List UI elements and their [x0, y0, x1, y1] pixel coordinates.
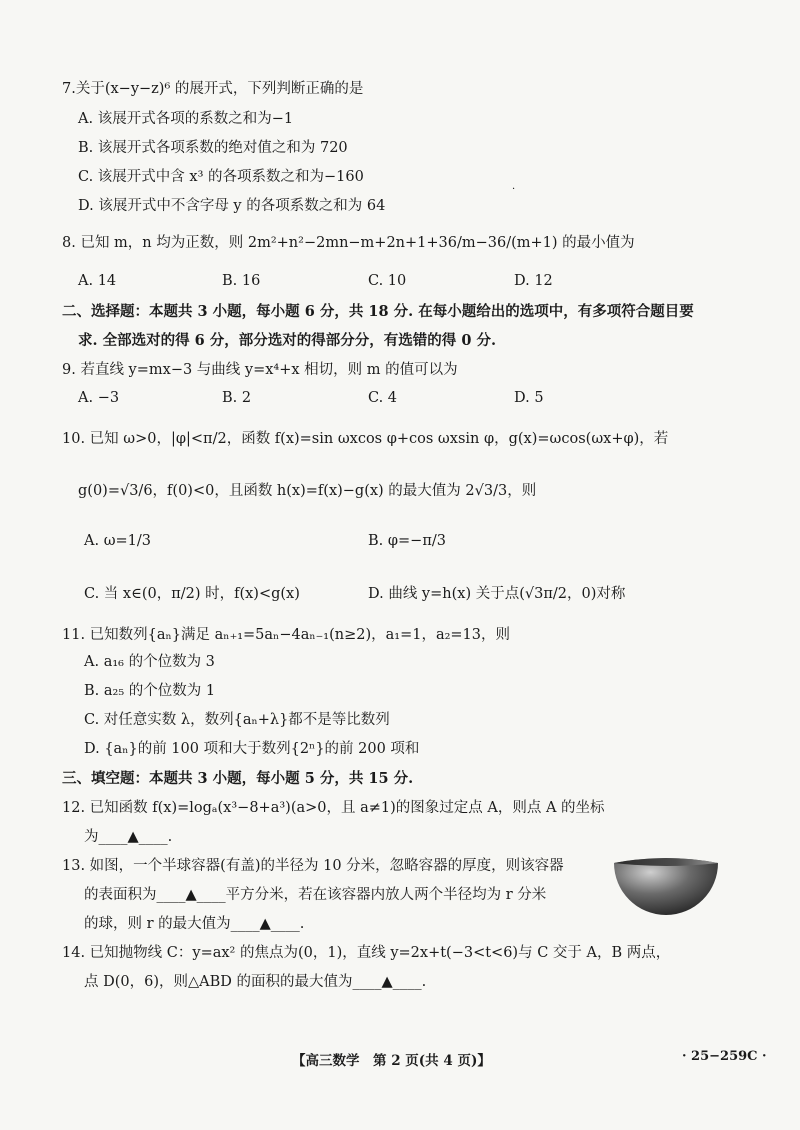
q9-option-d: D. 5 [514, 390, 544, 406]
hemisphere-drawing [612, 853, 720, 917]
q13-line3: 的球，则 r 的最大值为____▲____. [84, 916, 305, 932]
q9-stem: 9. 若直线 y=mx−3 与曲线 y=x⁴+x 相切，则 m 的值可以为 [62, 362, 458, 378]
q7-option-c: C. 该展开式中含 x³ 的各项系数之和为−160 [78, 169, 364, 185]
q11-option-c: C. 对任意实数 λ，数列{aₙ+λ}都不是等比数列 [84, 712, 390, 728]
q7-option-a: A. 该展开式各项的系数之和为−1 [78, 111, 294, 127]
q12-line2: 为____▲____. [84, 829, 173, 845]
q10-option-d: D. 曲线 y=h(x) 关于点(√3π/2，0)对称 [368, 586, 626, 602]
speck: · [512, 184, 516, 195]
q8-option-b: B. 16 [222, 273, 261, 289]
q13-line1: 13. 如图，一个半球容器(有盖)的半径为 10 分米，忽略容器的厚度，则该容器 [62, 858, 564, 874]
q8-option-a: A. 14 [78, 273, 117, 289]
q7-stem: 7.关于(x−y−z)⁶ 的展开式，下列判断正确的是 [62, 81, 364, 97]
page-footer-code: · 25−259C · [682, 1049, 767, 1064]
q9-option-a: A. −3 [78, 390, 120, 406]
section2-heading-line1: 二、选择题：本题共 3 小题，每小题 6 分，共 18 分. 在每小题给出的选项中，有多项符合题目要 [62, 303, 694, 320]
section3-heading: 三、填空题：本题共 3 小题，每小题 5 分，共 15 分. [62, 770, 414, 787]
q12-line1: 12. 已知函数 f(x)=logₐ(x³−8+a³)(a>0，且 a≠1)的图象过定点 A，则点 A 的坐标 [62, 800, 605, 816]
section2-heading-line2: 求. 全部选对的得 6 分，部分选对的得部分分，有选错的得 0 分. [78, 332, 497, 349]
q11-option-d: D. {aₙ}的前 100 项和大于数列{2ⁿ}的前 200 项和 [84, 741, 420, 757]
q13-line2: 的表面积为____▲____平方分米，若在该容器内放人两个半径均为 r 分米 [84, 887, 547, 903]
q8-stem: 8. 已知 m，n 均为正数，则 2m²+n²−2mn−m+2n+1+36/m−36/(m+1) 的最小值为 [62, 235, 635, 251]
q9-option-c: C. 4 [368, 390, 398, 406]
q9-option-b: B. 2 [222, 390, 252, 406]
q7-option-d: D. 该展开式中不含字母 y 的各项系数之和为 64 [78, 198, 386, 214]
q14-line2: 点 D(0，6)，则△ABD 的面积的最大值为____▲____. [84, 974, 427, 990]
q11-option-a: A. a₁₆ 的个位数为 3 [84, 654, 215, 670]
q11-stem: 11. 已知数列{aₙ}满足 aₙ₊₁=5aₙ−4aₙ₋₁(n≥2)，a₁=1，a₂=13，则 [62, 627, 510, 643]
q10-stem-line1: 10. 已知 ω>0，|φ|<π/2，函数 f(x)=sin ωxcos φ+cos ωxsin φ，g(x)=ωcos(ωx+φ)，若 [62, 431, 669, 447]
q14-line1: 14. 已知抛物线 C：y=ax² 的焦点为(0，1)，直线 y=2x+t(−3<t<6)与 C 交于 A，B 两点， [62, 945, 671, 961]
page-footer-title: 【高三数学 第 2 页(共 4 页)】 [292, 1053, 491, 1069]
q8-option-c: C. 10 [368, 273, 407, 289]
q10-option-c: C. 当 x∈(0，π/2) 时，f(x)<g(x) [84, 586, 300, 602]
q11-option-b: B. a₂₅ 的个位数为 1 [84, 683, 216, 699]
q8-option-d: D. 12 [514, 273, 553, 289]
q10-option-b: B. φ=−π/3 [368, 533, 446, 549]
q10-stem-line2: g(0)=√3/6，f(0)<0，且函数 h(x)=f(x)−g(x) 的最大值为 2√3/3，则 [78, 483, 537, 499]
q7-option-b: B. 该展开式各项系数的绝对值之和为 720 [78, 140, 348, 156]
q10-option-a: A. ω=1/3 [84, 533, 151, 549]
hemisphere-figure [612, 853, 720, 917]
